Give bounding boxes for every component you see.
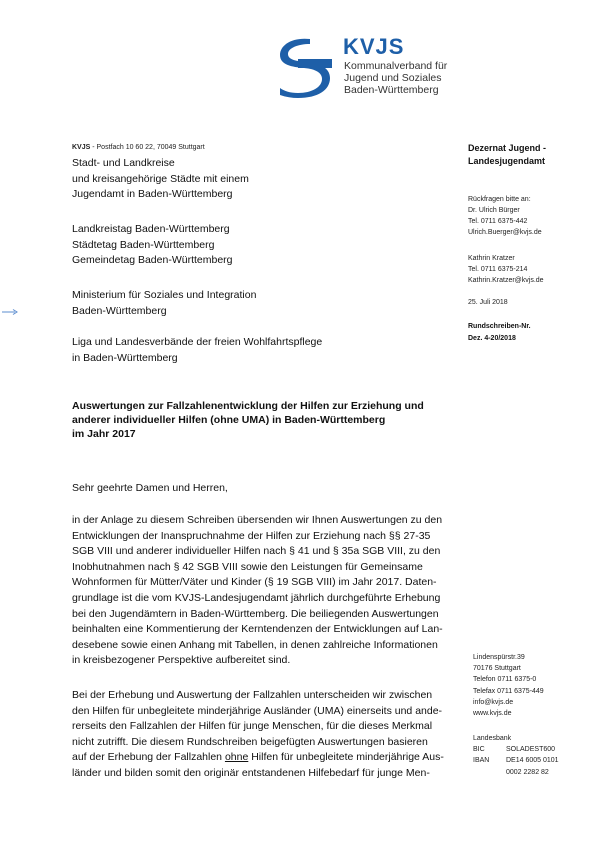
logo-subtitle: Kommunalverband für Jugend und Soziales Baden-Württemberg bbox=[344, 60, 448, 96]
org-address-block: Lindenspürstr.39 70176 Stuttgart Telefon 0711 6375-0 Telefax 0711 6375-449 info@kvjs.de www.kvjs.de bbox=[473, 654, 544, 718]
kvjs-logo-icon bbox=[276, 35, 334, 99]
bank-block: Landesbank BIC SOLADEST600 IBAN DE14 6005 0101 0002 2282 82 bbox=[473, 735, 559, 776]
recipient-group-1: Stadt- und Landkreise und kreisangehörige Städte mit einem Jugendamt in Baden-Württemberg bbox=[72, 157, 249, 201]
letter-subject: Auswertungen zur Fallzahlenentwicklung der Hilfen zur Erziehung und anderer individueller Hilfen (ohne UMA) in Baden-Württemberg im Jahr 2017 bbox=[72, 400, 424, 440]
sender-line: KVJS - Postfach 10 60 22, 70049 Stuttgart bbox=[72, 144, 205, 151]
recipient-group-3: Ministerium für Soziales und Integration Baden-Württemberg bbox=[72, 289, 257, 317]
salutation: Sehr geehrte Damen und Herren, bbox=[72, 482, 228, 494]
department-heading: Dezernat Jugend - Landesjugendamt bbox=[468, 143, 547, 166]
body-paragraph-1: in der Anlage zu diesem Schreiben übersenden wir Ihnen Auswertungen zu den Entwicklungen der Inanspruchnahme der Hilfen zur Erziehung nach §§ 27-35 SGB VIII und anderer individueller Hilfen nach § 41 und § 35a SGB VIII, zu den Inobhutnahmen nach § 42 SGB VIII sowie den Leistungen für Gemeinsame Wohnformen für Mütter/Väter und Kinder (§ 19 SGB VIII) im Jahr 2017. Daten- grundlage ist die vom KVJS-Landesjugendamt jährlich durchgeführte Erhebung bei den Jugendämtern in Baden-Württemberg. Die beiliegenden Auswertungen beinhalten eine Kommentierung der Kerntendenzen der Entwicklungen auf Lan- desebene sowie einen Anhang mit Tabellen, in denen zahlreiche Informationen in kreisbezogener Perspektive aufbereitet sind. bbox=[72, 514, 443, 667]
logo-name: KVJS bbox=[343, 34, 405, 59]
emphasis-underlined: ohne bbox=[224, 751, 249, 764]
circular-number: Rundschreiben-Nr. Dez. 4-20/2018 bbox=[468, 323, 531, 342]
recipient-group-2: Landkreistag Baden-Württemberg Städtetag Baden-Württemberg Gemeindetag Baden-Württemberg bbox=[72, 223, 233, 267]
recipient-group-4: Liga und Landesverbände der freien Wohlfahrtspflege in Baden-Württemberg bbox=[72, 336, 323, 364]
letter-date: 25. Juli 2018 bbox=[468, 299, 508, 306]
body-paragraph-2: Bei der Erhebung und Auswertung der Fallzahlen unterscheiden wir zwischen den Hilfen für unbegleitete minderjährige Ausländer (UMA) einerseits und ande- rerseits den Fallzahlen der Hilfen für junge Menschen, für die dieses Merkmal nicht zutrifft. Die diesem Rundschreiben beigefügten Auswertungen basieren auf der Erhebung der Fallzahlen ohne Hilfen für unbegleitete minderjährige Aus- länder und bilden somit den originär entstandenen Hilfebedarf für junge Men- bbox=[72, 689, 444, 779]
contact-block-2: Kathrin Kratzer Tel. 0711 6375-214 Kathrin.Kratzer@kvjs.de bbox=[468, 255, 544, 284]
fold-mark-arrow-icon bbox=[2, 309, 18, 315]
contact-block-1: Rückfragen bitte an: Dr. Ulrich Bürger Tel. 0711 6375-442 Ulrich.Buerger@kvjs.de bbox=[468, 196, 542, 236]
